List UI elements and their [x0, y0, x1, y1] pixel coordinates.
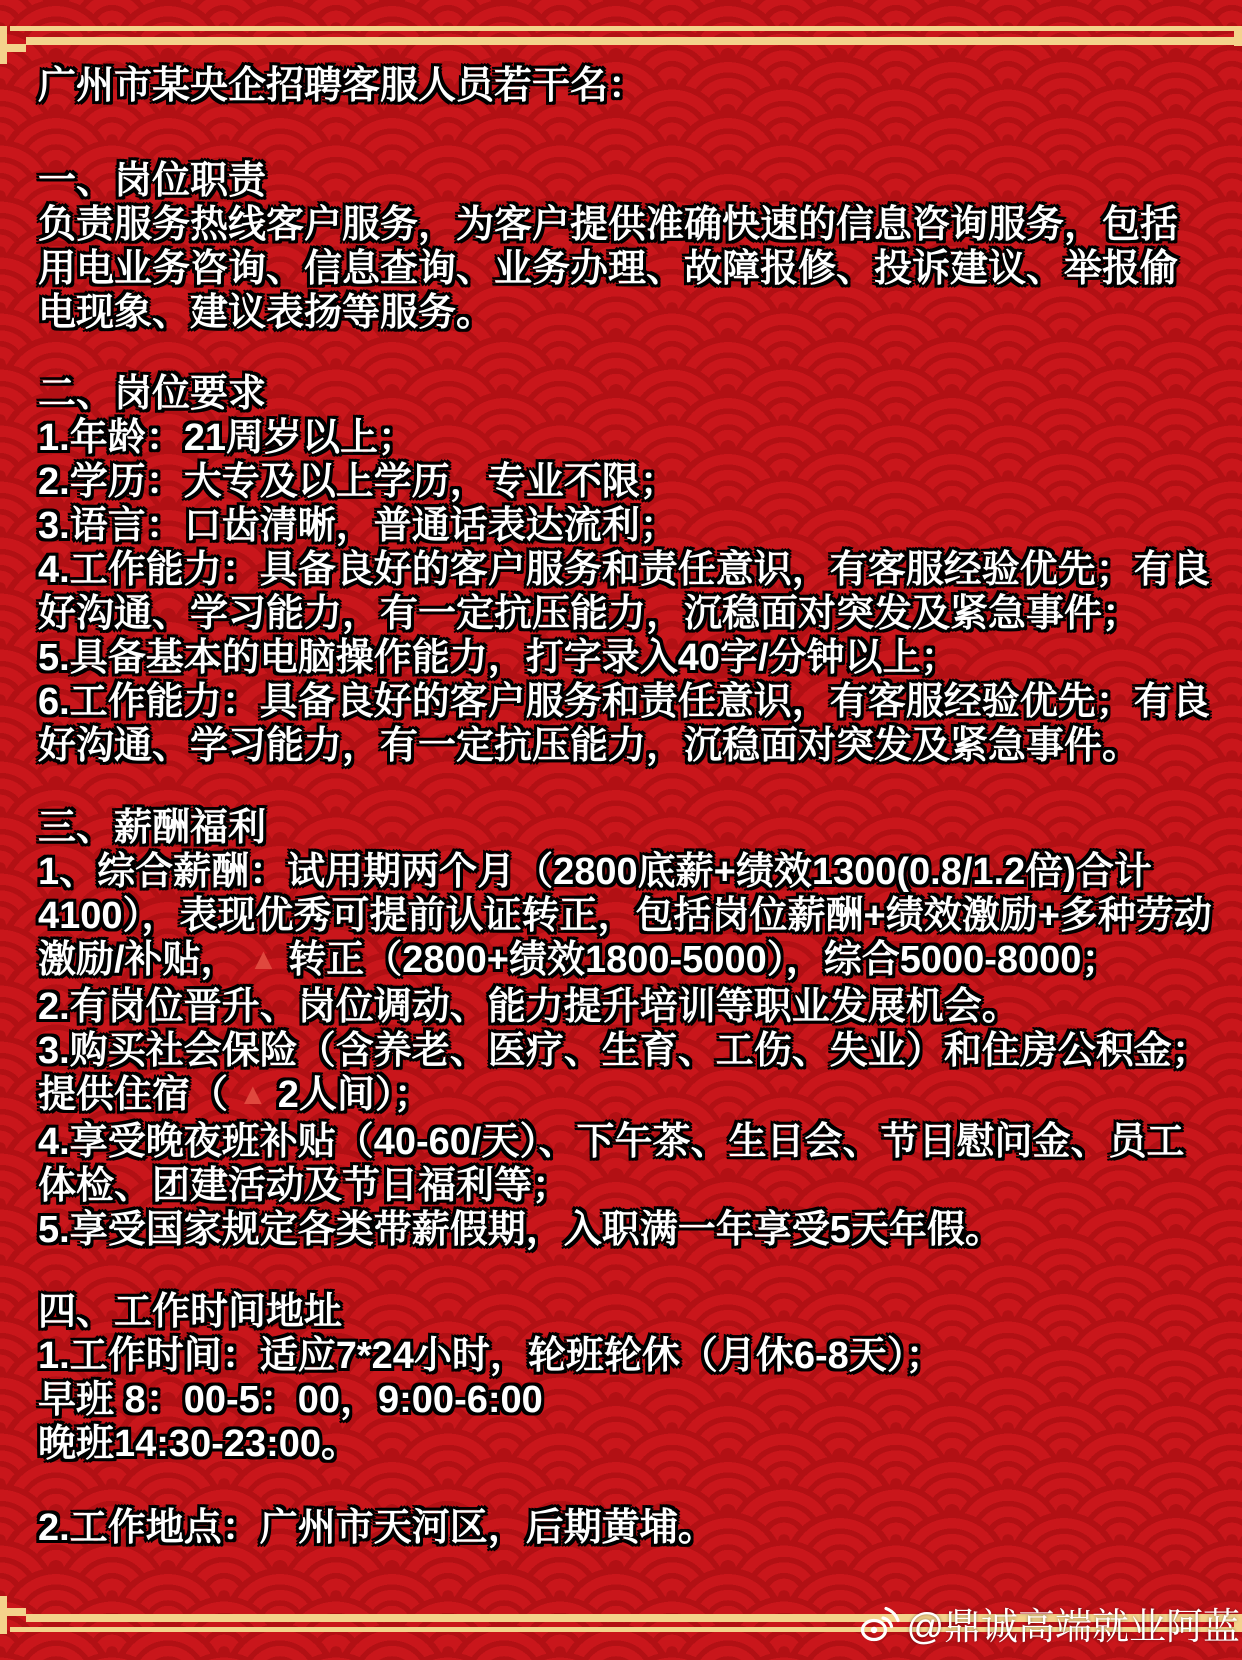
- paragraph-text: 早班 8：00-5：00，9:00-6:00: [38, 1379, 543, 1421]
- page-title: 广州市某央企招聘客服人员若干名：: [38, 65, 647, 107]
- paragraph-text: 1、综合薪酬：试用期两个月（2800底薪+绩效1300(0.8/1.2倍)合计4100），表现优秀可提前认证转正，包括岗位薪酬+绩效激励+多种劳动激励/补贴，: [38, 851, 1212, 981]
- paragraph-text: 晚班14:30-23:00。: [38, 1423, 360, 1465]
- benefit-item: [38, 1029, 1212, 1120]
- job-posting-body: [38, 0, 1212, 1550]
- section-heading-requirements: 二、岗位要求: [38, 373, 267, 415]
- requirement-item: [38, 416, 1212, 460]
- morning-shift-line: [38, 1378, 1212, 1422]
- frame-top-left-corner: [0, 44, 26, 52]
- red-triangle-icon: ▲: [238, 1078, 268, 1111]
- paragraph-text: 转正（2800+绩效1800-5000），综合5000-8000；: [288, 939, 1120, 981]
- weibo-icon: [860, 1602, 900, 1644]
- paragraph-text: 3.购买社会保险（含养老、医疗、生育、工伤、失业）和住房公积金；提供住宿（: [38, 1030, 1210, 1116]
- paragraph-text: 负责服务热线客户服务，为客户提供准确快速的信息咨询服务，包括用电业务咨询、信息查询、业务办理、故障报修、投诉建议、举报偷电现象、建议表扬等服务。: [38, 204, 1179, 334]
- evening-shift-line: [38, 1422, 1212, 1466]
- paragraph-text: 1.年龄：21周岁以上；: [38, 417, 416, 459]
- paragraph-text: 1.工作时间：适应7*24小时，轮班轮休（月休6-8天）；: [38, 1335, 944, 1377]
- work-location-line: [38, 1506, 1212, 1550]
- paragraph-duties: [38, 203, 1212, 335]
- paragraph-text: 2人间）；: [277, 1074, 432, 1116]
- requirement-item: [38, 504, 1212, 548]
- paragraph-text: 3.语言：口齿清晰，普通话表达流利；: [38, 505, 678, 547]
- benefit-item: [38, 850, 1212, 985]
- watermark: [860, 1596, 1240, 1650]
- paragraph-text: 2.学历：大专及以上学历，专业不限；: [38, 461, 678, 503]
- paragraph-text: 2.工作地点：广州市天河区，后期黄埔。: [38, 1507, 716, 1549]
- section-heading-duties: 一、岗位职责: [38, 160, 267, 202]
- paragraph-text: 5.具备基本的电脑操作能力，打字录入40字/分钟以上；: [38, 637, 959, 679]
- requirement-item: [38, 636, 1212, 680]
- paragraph-text: 4.工作能力：具备良好的客户服务和责任意识，有客服经验优先；有良好沟通、学习能力，有一定抗压能力，沉稳面对突发及紧急事件；: [38, 549, 1210, 635]
- paragraph-text: 4.享受晚夜班补贴（40-60/天）、下午茶、生日会、节日慰问金、员工体检、团建活动及节日福利等；: [38, 1121, 1185, 1207]
- frame-top-right-corner: [1234, 26, 1242, 46]
- watermark-handle: @鼎诚高端就业阿蓝: [906, 1606, 1240, 1647]
- requirement-item: [38, 460, 1212, 504]
- worktime-item: [38, 1334, 1212, 1378]
- benefit-item: [38, 1208, 1212, 1252]
- paragraph-text: 5.享受国家规定各类带薪假期，入职满一年享受5天年假。: [38, 1209, 1003, 1251]
- paragraph-text: 2.有岗位晋升、岗位调动、能力提升培训等职业发展机会。: [38, 986, 1020, 1028]
- benefit-item: [38, 985, 1212, 1029]
- paragraph-text: 6.工作能力：具备良好的客户服务和责任意识，有客服经验优先；有良好沟通、学习能力，有一定抗压能力，沉稳面对突发及紧急事件。: [38, 681, 1210, 767]
- requirement-item: [38, 548, 1212, 636]
- benefit-item: [38, 1120, 1212, 1208]
- red-triangle-icon: ▲: [248, 943, 279, 976]
- frame-bottom-left-corner: [0, 1608, 26, 1616]
- requirement-item: [38, 680, 1212, 768]
- section-heading-time-location: 四、工作时间地址: [38, 1291, 343, 1333]
- section-heading-salary-benefits: 三、薪酬福利: [38, 807, 267, 849]
